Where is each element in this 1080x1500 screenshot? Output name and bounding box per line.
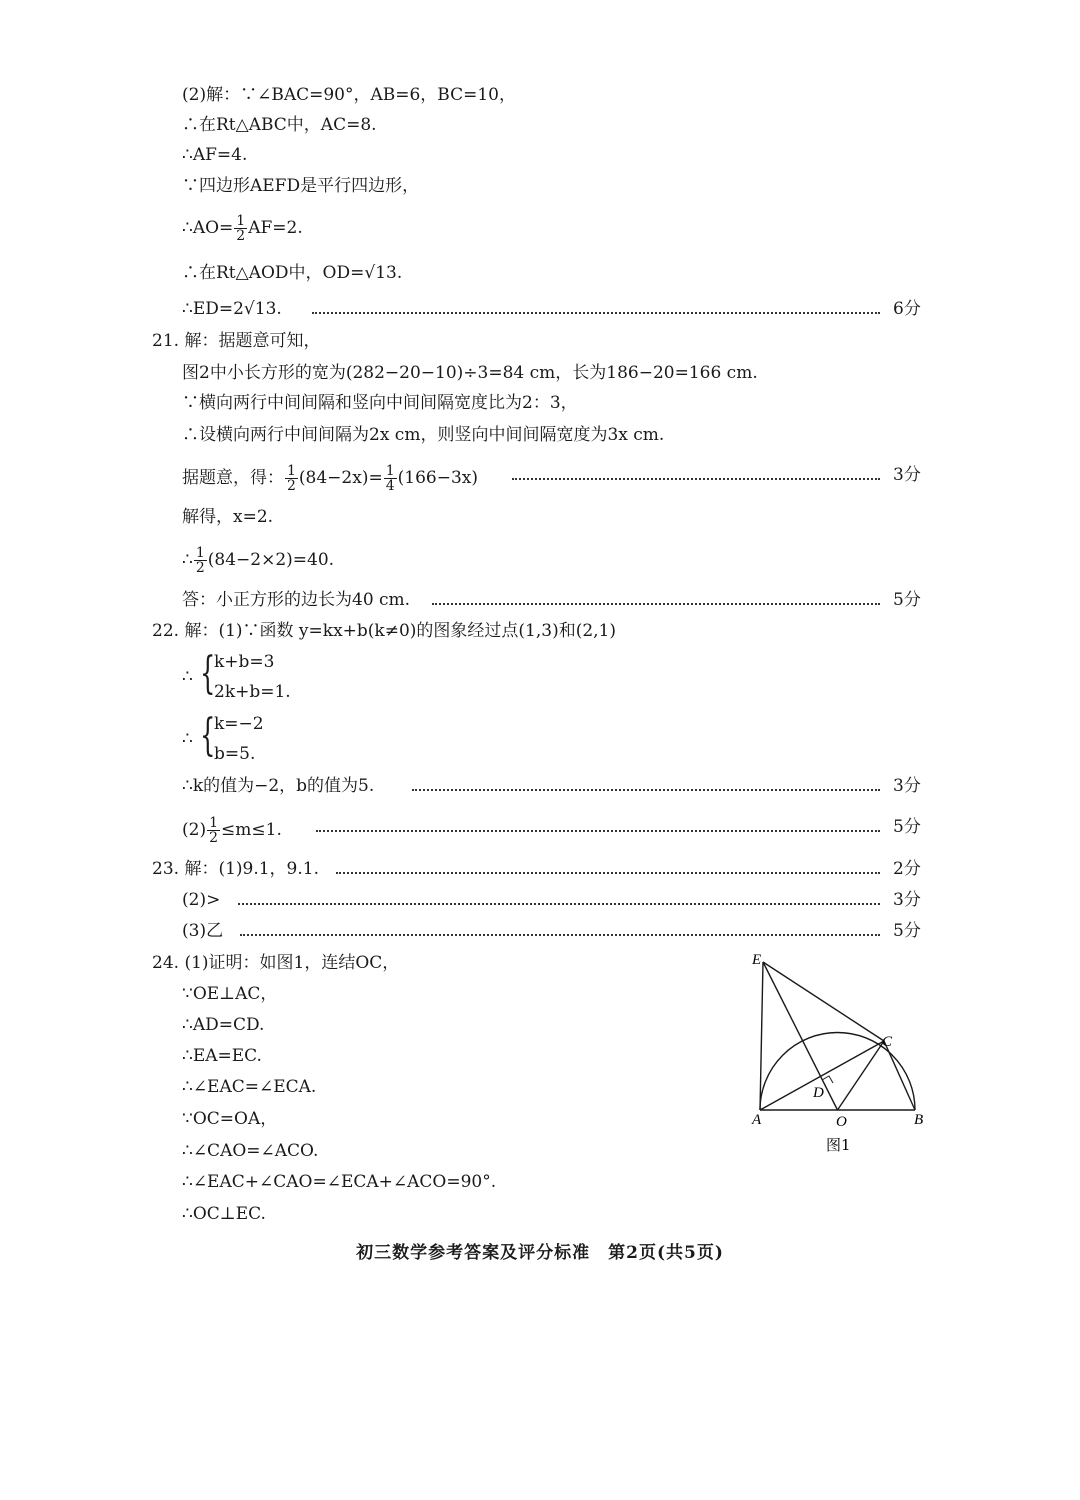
q21-line-3: ∵横向两行中间间隔和竖向中间间隔宽度比为2：3， bbox=[182, 393, 578, 413]
q20-line-3: ∴AF=4. bbox=[182, 145, 248, 165]
equation: b=5. bbox=[214, 744, 256, 764]
label-O: O bbox=[836, 1114, 847, 1130]
label-C: C bbox=[882, 1034, 893, 1050]
q24-line-4: ∴EA=EC. bbox=[182, 1046, 262, 1066]
left-brace: { bbox=[200, 710, 216, 761]
score-label: 5分 bbox=[893, 817, 921, 837]
segment-OC bbox=[838, 1041, 885, 1110]
q24-line-7: ∴∠CAO=∠ACO. bbox=[182, 1141, 319, 1161]
therefore-sign: ∴ bbox=[182, 667, 193, 687]
q21-line-6: 解得，x=2. bbox=[182, 507, 274, 527]
page-footer: 初三数学参考答案及评分标准 第2页(共5页) bbox=[356, 1243, 724, 1263]
dot-leader bbox=[238, 903, 880, 905]
left-brace: { bbox=[200, 648, 216, 699]
q24-line-8: ∴∠EAC+∠CAO=∠ECA+∠ACO=90°. bbox=[182, 1172, 497, 1192]
fraction: $\frac{1}{2}$ bbox=[287, 463, 296, 494]
score-label: 3分 bbox=[893, 776, 921, 796]
q23-line-2: (2)> bbox=[182, 890, 221, 910]
q23-line-1: 23. 解：(1)9.1，9.1. bbox=[152, 859, 319, 879]
q21-line-7: ∴ $\frac{1}{2}$ (84−2×2)=40. bbox=[182, 545, 335, 576]
q22-line-1: 22. 解：(1)∵函数 y=kx+b(k≠0)的图象经过点(1,3)和(2,1) bbox=[152, 621, 617, 641]
score-label: 6分 bbox=[893, 299, 921, 319]
equation: k+b=3 bbox=[214, 652, 275, 672]
label-E: E bbox=[752, 952, 762, 968]
q24-line-2: ∵OE⊥AC， bbox=[182, 984, 278, 1004]
q22-line-4: ∴k的值为−2，b的值为5. bbox=[182, 776, 375, 796]
score-label: 5分 bbox=[893, 921, 921, 941]
score-label: 5分 bbox=[893, 590, 921, 610]
label-B: B bbox=[914, 1112, 924, 1128]
q20-line-1: (2)解：∵∠BAC=90°，AB=6，BC=10， bbox=[182, 85, 516, 105]
dot-leader bbox=[316, 830, 880, 832]
q21-line-2: 图2中小长方形的宽为(282−20−10)÷3=84 cm，长为186−20=166 cm. bbox=[182, 363, 758, 383]
fraction: $\frac{1}{2}$ bbox=[236, 213, 246, 244]
q20-line-5: ∴AO= $\frac{1}{2}$ AF=2. bbox=[182, 213, 303, 244]
q23-line-3: (3)乙 bbox=[182, 921, 224, 941]
q21-line-5: 据题意，得： $\frac{1}{2}$ (84−2x)= $\frac{1}{4}$ (166−3x) bbox=[182, 463, 479, 494]
figure-caption: 图1 bbox=[826, 1136, 851, 1154]
label-A: A bbox=[752, 1112, 762, 1128]
dot-leader bbox=[240, 934, 880, 936]
equation: k=−2 bbox=[214, 714, 264, 734]
dot-leader bbox=[336, 872, 880, 874]
q24-line-5: ∴∠EAC=∠ECA. bbox=[182, 1077, 317, 1097]
dot-leader bbox=[412, 789, 880, 791]
q20-line-4: ∵四边形AEFD是平行四边形， bbox=[182, 176, 420, 196]
q21-line-4: ∴设横向两行中间间隔为2x cm，则竖向中间间隔宽度为3x cm. bbox=[182, 425, 665, 445]
score-label: 3分 bbox=[893, 890, 921, 910]
segment-CB bbox=[884, 1041, 915, 1110]
dot-leader bbox=[312, 312, 880, 314]
geometry-figure-1 bbox=[740, 950, 940, 1160]
score-label: 2分 bbox=[893, 859, 921, 879]
equation: 2k+b=1. bbox=[214, 682, 291, 702]
q24-line-9: ∴OC⊥EC. bbox=[182, 1204, 266, 1224]
q24-line-1: 24. (1)证明：如图1，连结OC， bbox=[152, 953, 400, 973]
q21-line-1: 21. 解：据题意可知， bbox=[152, 331, 321, 351]
therefore-sign: ∴ bbox=[182, 729, 193, 749]
fraction: $\frac{1}{4}$ bbox=[385, 463, 395, 494]
q20-line-2: ∴在Rt△ABC中，AC=8. bbox=[182, 115, 377, 135]
q20-line-6: ∴在Rt△AOD中，OD=√13. bbox=[182, 263, 403, 283]
label-D: D bbox=[813, 1085, 824, 1101]
q21-line-8: 答：小正方形的边长为40 cm. bbox=[182, 590, 411, 610]
dot-leader bbox=[432, 603, 880, 605]
q24-line-3: ∴AD=CD. bbox=[182, 1015, 265, 1035]
score-label: 3分 bbox=[893, 465, 921, 485]
fraction: $\frac{1}{2}$ bbox=[195, 545, 205, 576]
q24-line-6: ∵OC=OA， bbox=[182, 1109, 278, 1129]
fraction: $\frac{1}{2}$ bbox=[209, 815, 219, 846]
q20-line-7: ∴ED=2√13. bbox=[182, 299, 282, 319]
equation-system-2 bbox=[214, 709, 264, 769]
segment-EC bbox=[763, 962, 884, 1041]
q22-line-5: (2) $\frac{1}{2}$ ≤m≤1. bbox=[182, 815, 282, 846]
dot-leader bbox=[512, 478, 880, 480]
equation-system-1 bbox=[214, 647, 291, 707]
